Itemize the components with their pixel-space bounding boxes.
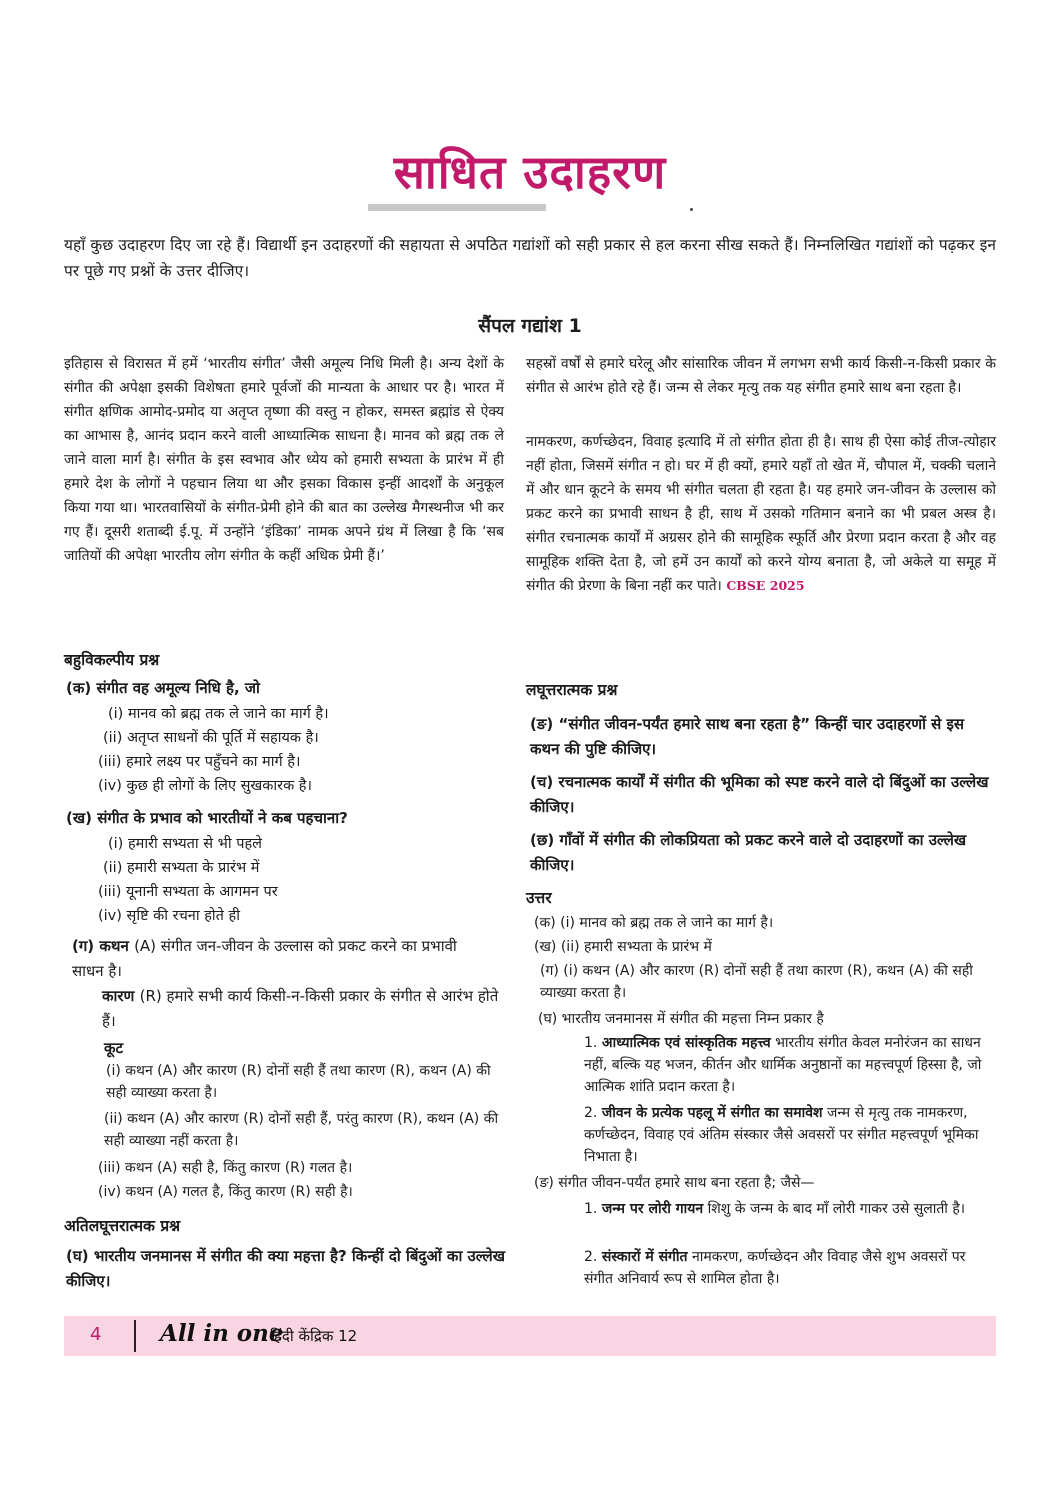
mcq-kha-option-1: (i) हमारी सभ्यता से भी पहले <box>108 836 262 852</box>
answer-nga-point-1 <box>584 1198 996 1220</box>
question-number: (ख) <box>66 809 92 827</box>
karan-text: (R) हमारे सभी कार्य किसी-न-किसी प्रकार के संगीत से आरंभ होते हैं। <box>102 987 499 1030</box>
passage-right-para-1: सहस्रों वर्षों से हमारे घरेलू और सांसारिक जीवन में लगभग सभी कार्य किसी-न-किसी प्रकार के संगीत से आरंभ होते रहे हैं। जन्म से लेकर मृत्यु तक यह संगीत हमारे साथ बना रहता है। <box>526 356 996 396</box>
title-dot <box>690 208 693 211</box>
mcq-question-kha <box>66 806 506 831</box>
mcq-kha-option-3: (iii) यूनानी सभ्यता के आगमन पर <box>98 884 278 900</box>
mcq-heading: बहुविकल्पीय प्रश्न <box>64 651 160 669</box>
passage-left: इतिहास से विरासत में हमें ‘भारतीय संगीत’ जैसी अमूल्य निधि मिली है। अन्य देशों के संगीत की अपेक्षा इसकी विशेषता हमारे पूर्वजों की मान्यता के आधार पर है। भारत में संगीत क्षणिक आमोद-प्रमोद या अतृप्त तृष्णा की वस्तु न होकर, समस्त ब्रह्मांड से ऐक्य का आभास है, आनंद प्रदान करने वाली आध्यात्मिक साधना है। मानव को ब्रह्म तक ले जाने वाला मार्ग है। संगीत के इस स्वभाव और ध्येय को हमारी सभ्यता के प्रारंभ में ही हमारे देश के लोगों ने पहचान लिया था और इसका विकास इन्हीं आदर्शों के अनुकूल किया गया था। भारतवासियों के संगीत-प्रेमी होने की बात का उल्लेख मैगस्थनीज भी कर गए हैं। दूसरी शताब्दी ई.पू. में उन्होंने ‘इंडिका’ नामक अपने ग्रंथ में लिखा है कि ‘सब जातियों की अपेक्षा भारतीय लोग संगीत के कहीं अधिक प्रेमी हैं।’ <box>64 356 504 564</box>
point-number: 1. <box>584 1201 598 1217</box>
mcq-ka-option-3: (iii) हमारे लक्ष्य पर पहुँचने का मार्ग है। <box>98 754 301 770</box>
mcq-kha-option-4: (iv) सृष्टि की रचना होते ही <box>98 908 241 924</box>
short-question-chha <box>530 828 992 878</box>
koot-label: कूट <box>104 1039 124 1057</box>
answer-number: (क) <box>534 915 556 931</box>
question-number: (छ) <box>530 831 555 849</box>
footer-divider <box>134 1320 136 1352</box>
answer-number: (ख) <box>534 939 557 955</box>
answer-text: (ii) हमारी सभ्यता के प्रारंभ में <box>560 939 712 955</box>
answer-text: (i) मानव को ब्रह्म तक ले जाने का मार्ग है। <box>560 915 774 931</box>
source-badge: CBSE 2025 <box>726 578 805 593</box>
mcq-question-ga <box>72 934 492 984</box>
question-number: (च) <box>530 773 554 791</box>
short-heading: लघूत्तरात्मक प्रश्न <box>526 681 618 699</box>
question-text: संगीत के प्रभाव को भारतीयों ने कब पहचाना? <box>97 809 348 827</box>
mcq-ka-option-4: (iv) कुछ ही लोगों के लिए सुखकारक है। <box>98 778 313 794</box>
book-title: हिंदी केंद्रिक 12 <box>270 1327 358 1345</box>
point-number: 2. <box>584 1249 598 1265</box>
answer-nga <box>534 1172 996 1194</box>
answer-gha <box>538 1008 996 1030</box>
point-text: जन्म से मृत्यु तक नामकरण, कर्णच्छेदन, विवाह एवं अंतिम संस्कार जैसे अवसरों पर संगीत महत्त्वपूर्ण भूमिका निभाता है। <box>584 1105 979 1165</box>
question-text: भारतीय जनमानस में संगीत की क्या महत्ता है? किन्हीं दो बिंदुओं का उल्लेख कीजिए। <box>66 1247 505 1290</box>
passage-right-para-2-text: नामकरण, कर्णच्छेदन, विवाह इत्यादि में तो संगीत होता ही है। साथ ही ऐसा कोई तीज-त्योहार नहीं होता, जिसमें संगीत न हो। घर में ही क्यों, हमारे यहाँ तो खेत में, चौपाल में, चक्की चलाने में और धान कूटने के समय भी संगीत चलता ही रहता है। यह हमारे जन-जीवन के उल्लास को प्रकट करने का प्रभावी साधन है ही, साथ में उसको गतिमान बनाने का भी प्रबल अस्त्र है। संगीत रचनात्मक कार्यों में अग्रसर होने की सामूहिक स्फूर्ति और प्रेरणा प्रदान करता है और वह सामूहिक शक्ति देता है, जो हमें उन कार्यों को करने योग्य बनाता है, जो अकेले या समूह में संगीत की प्रेरणा के बिना नहीं कर पाते। <box>526 434 996 594</box>
title-underline <box>368 204 546 211</box>
passage-right-para-2 <box>526 430 996 598</box>
point-text: नामकरण, कर्णच्छेदन और विवाह जैसे शुभ अवसरों पर संगीत अनिवार्य रूप से शामिल होता है। <box>584 1249 966 1287</box>
mcq-kha-option-2: (ii) हमारी सभ्यता के प्रारंभ में <box>103 860 260 876</box>
kathan-text: (A) संगीत जन-जीवन के उल्लास को प्रकट करने का प्रभावी साधन है। <box>72 937 457 980</box>
short-question-nga <box>530 712 992 762</box>
answers-heading: उत्तर <box>526 889 552 907</box>
answer-number: (घ) <box>538 1011 558 1027</box>
mcq-ga-option-2: (ii) कथन (A) और कारण (R) दोनों सही हैं, परंतु कारण (R), कथन (A) की सही व्याख्या नहीं करता है। <box>104 1111 499 1149</box>
point-number: 1. <box>584 1035 598 1051</box>
question-number: (क) <box>66 679 92 697</box>
mcq-ga-option-4: (iv) कथन (A) गलत है, किंतु कारण (R) सही है। <box>98 1184 353 1200</box>
answer-nga-point-2 <box>584 1246 996 1290</box>
page-title-container <box>0 140 1060 202</box>
karan-label: कारण <box>102 987 135 1005</box>
page-number: 4 <box>90 1324 102 1345</box>
answer-text: (i) कथन (A) और कारण (R) दोनों सही हैं तथा कारण (R), कथन (A) की सही व्याख्या करता है। <box>540 963 973 1001</box>
answer-ka <box>534 912 994 934</box>
question-text: “संगीत जीवन-पर्यंत हमारे साथ बना रहता है” किन्हीं चार उदाहरणों से इस कथन की पुष्टि कीजिए। <box>530 715 965 758</box>
point-text: भारतीय संगीत केवल मनोरंजन का साधन नहीं, बल्कि यह भजन, कीर्तन और धार्मिक अनुष्ठानों का महत्त्वपूर्ण हिस्सा है, जो आत्मिक शांति प्रदान करता है। <box>584 1035 982 1095</box>
point-title: जन्म पर लोरी गायन <box>601 1201 704 1217</box>
question-text: संगीत वह अमूल्य निधि है, जो <box>96 679 260 697</box>
question-text: गाँवों में संगीत की लोकप्रियता को प्रकट करने वाले दो उदाहरणों का उल्लेख कीजिए। <box>530 831 967 874</box>
answer-text: संगीत जीवन-पर्यंत हमारे साथ बना रहता है; जैसे— <box>558 1175 815 1191</box>
answer-gha-point-2 <box>584 1102 996 1168</box>
section-title: सैंपल गद्यांश 1 <box>478 315 582 337</box>
mcq-ga-option-3: (iii) कथन (A) सही है, किंतु कारण (R) गलत है। <box>98 1160 353 1176</box>
point-title: जीवन के प्रत्येक पहलू में संगीत का समावेश <box>601 1105 823 1121</box>
answer-text: भारतीय जनमानस में संगीत की महत्ता निम्न प्रकार है <box>561 1011 824 1027</box>
very-short-question-gha <box>66 1244 506 1294</box>
point-title: आध्यात्मिक एवं सांस्कृतिक महत्त्व <box>601 1035 771 1051</box>
answer-gha-point-1 <box>584 1032 996 1098</box>
mcq-ka-option-2: (ii) अतृप्त साधनों की पूर्ति में सहायक है। <box>103 730 319 746</box>
question-number: (घ) <box>66 1247 89 1265</box>
page-title: साधित उदाहरण <box>393 145 667 199</box>
mcq-ka-option-1: (i) मानव को ब्रह्म तक ले जाने का मार्ग है। <box>108 706 329 722</box>
mcq-question-ka <box>66 676 506 701</box>
point-text: शिशु के जन्म के बाद माँ लोरी गाकर उसे सुलाती है। <box>707 1201 966 1217</box>
point-title: संस्कारों में संगीत <box>601 1249 688 1265</box>
brand-logo: All in one <box>160 1320 284 1347</box>
intro-text: यहाँ कुछ उदाहरण दिए जा रहे हैं। विद्यार्थी इन उदाहरणों की सहायता से अपठित गद्यांशों को सही प्रकार से हल करना सीख सकते हैं। निम्नलिखित गद्यांशों को पढ़कर इन पर पूछे गए प्रश्नों के उत्तर दीजिए। <box>64 236 996 280</box>
question-text: रचनात्मक कार्यों में संगीत की भूमिका को स्पष्ट करने वाले दो बिंदुओं का उल्लेख कीजिए। <box>530 773 989 816</box>
mcq-ga-option-1: (i) कथन (A) और कारण (R) दोनों सही हैं तथा कारण (R), कथन (A) की सही व्याख्या करता है। <box>106 1063 491 1101</box>
kathan-label: कथन <box>99 937 129 955</box>
answer-number: (ङ) <box>534 1175 554 1191</box>
answer-ga <box>540 960 996 1004</box>
very-short-heading: अतिलघूत्तरात्मक प्रश्न <box>64 1217 181 1235</box>
short-question-cha <box>530 770 992 820</box>
question-number: (ङ) <box>530 715 554 733</box>
point-number: 2. <box>584 1105 598 1121</box>
answer-kha <box>534 936 994 958</box>
question-number: (ग) <box>72 937 95 955</box>
answer-number: (ग) <box>540 963 559 979</box>
mcq-ga-karan <box>102 984 504 1034</box>
page-footer <box>64 1316 996 1356</box>
